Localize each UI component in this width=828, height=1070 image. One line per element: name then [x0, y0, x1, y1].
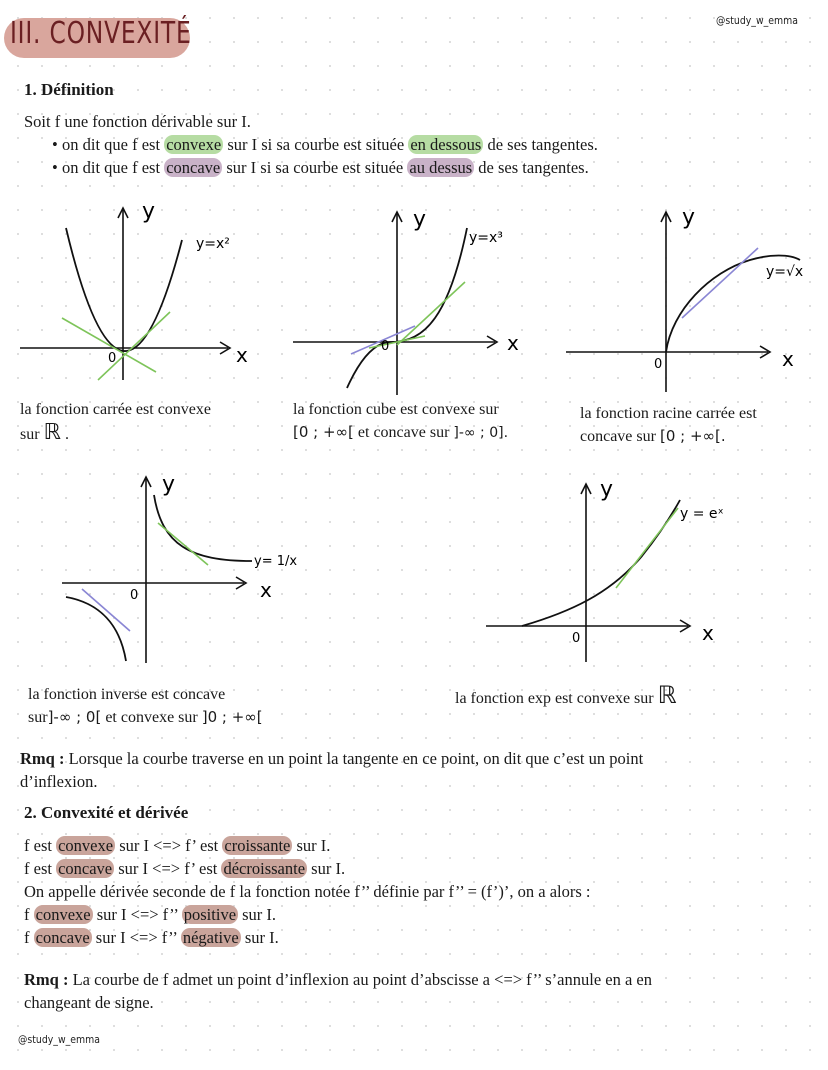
svg-text:y: y: [413, 207, 427, 232]
caption-sqrt: la fonction racine carrée est concave sur [0 ; +∞[.: [580, 405, 757, 445]
svg-text:y: y: [162, 472, 176, 497]
derivative-rules: f est convexe sur I <=> f’ est croissante sur I. f est concave sur I <=> f’ est décroissante sur I. On appelle dérivée seconde de f la fonction notée f’’ définie par f’’ = (f’)’, on a alors : f convexe sur I <=> f’’ positive sur I. f concave sur I <=> f’’ négative sur I.: [24, 836, 591, 947]
page-title: III. CONVEXITÉ: [10, 16, 192, 51]
svg-text:y: y: [682, 205, 696, 230]
graph-inverse: [40, 465, 310, 665]
svg-text:0: 0: [572, 631, 581, 646]
graph-exp: [480, 470, 760, 670]
axis-y-label: y: [142, 199, 156, 224]
section1-heading: 1. Définition: [24, 80, 114, 99]
curve-label: y=x³: [469, 230, 503, 246]
svg-text:x: x: [782, 347, 794, 371]
curve-label: y = eˣ: [680, 506, 724, 522]
graph-square: [0, 190, 270, 390]
svg-text:x: x: [260, 578, 272, 602]
curve-label: y=x²: [196, 236, 230, 252]
handle-bottom: @study_w_emma: [18, 1033, 100, 1046]
bullet-concave: • on dit que f est concave sur I si sa courbe est située au dessus de ses tangentes.: [52, 158, 589, 177]
curve-label: y= 1/x: [254, 554, 298, 569]
svg-text:x: x: [702, 621, 714, 645]
bullet-convex: • on dit que f est convexe sur I si sa courbe est située en dessous de ses tangentes.: [52, 135, 598, 154]
curve-label: y=√x: [766, 264, 804, 280]
graph-sqrt: [560, 200, 828, 400]
caption-square: la fonction carrée est convexe sur ℝ .: [20, 401, 212, 445]
graph-cube: [285, 200, 545, 400]
svg-text:0: 0: [130, 588, 139, 603]
caption-cube: la fonction cube est convexe sur [0 ; +∞[ et concave sur ]-∞ ; 0].: [293, 401, 509, 441]
axis-x-label: x: [236, 343, 248, 367]
definition-intro: Soit f une fonction dérivable sur I.: [24, 112, 251, 131]
origin-label: 0: [108, 351, 117, 366]
svg-text:y: y: [600, 477, 614, 502]
remark-inflexion: Rmq : Lorsque la courbe traverse en un point la tangente en ce point, on dit que c’est un point d’inflexion.: [20, 749, 644, 791]
svg-text:x: x: [507, 331, 519, 355]
caption-inverse: la fonction inverse est concave sur]-∞ ; 0[ et convexe sur ]0 ; +∞[: [28, 686, 263, 726]
remark-second-derivative: Rmq : La courbe de f admet un point d’inflexion au point d’abscisse a <=> f’’ s’annule en a en changeant de signe.: [24, 970, 652, 1012]
svg-text:0: 0: [654, 357, 663, 372]
handle-top: @study_w_emma: [716, 14, 798, 27]
caption-exp: la fonction exp est convexe sur ℝ: [455, 681, 677, 709]
section2-heading: 2. Convexité et dérivée: [24, 803, 189, 822]
svg-text:0: 0: [381, 339, 390, 354]
